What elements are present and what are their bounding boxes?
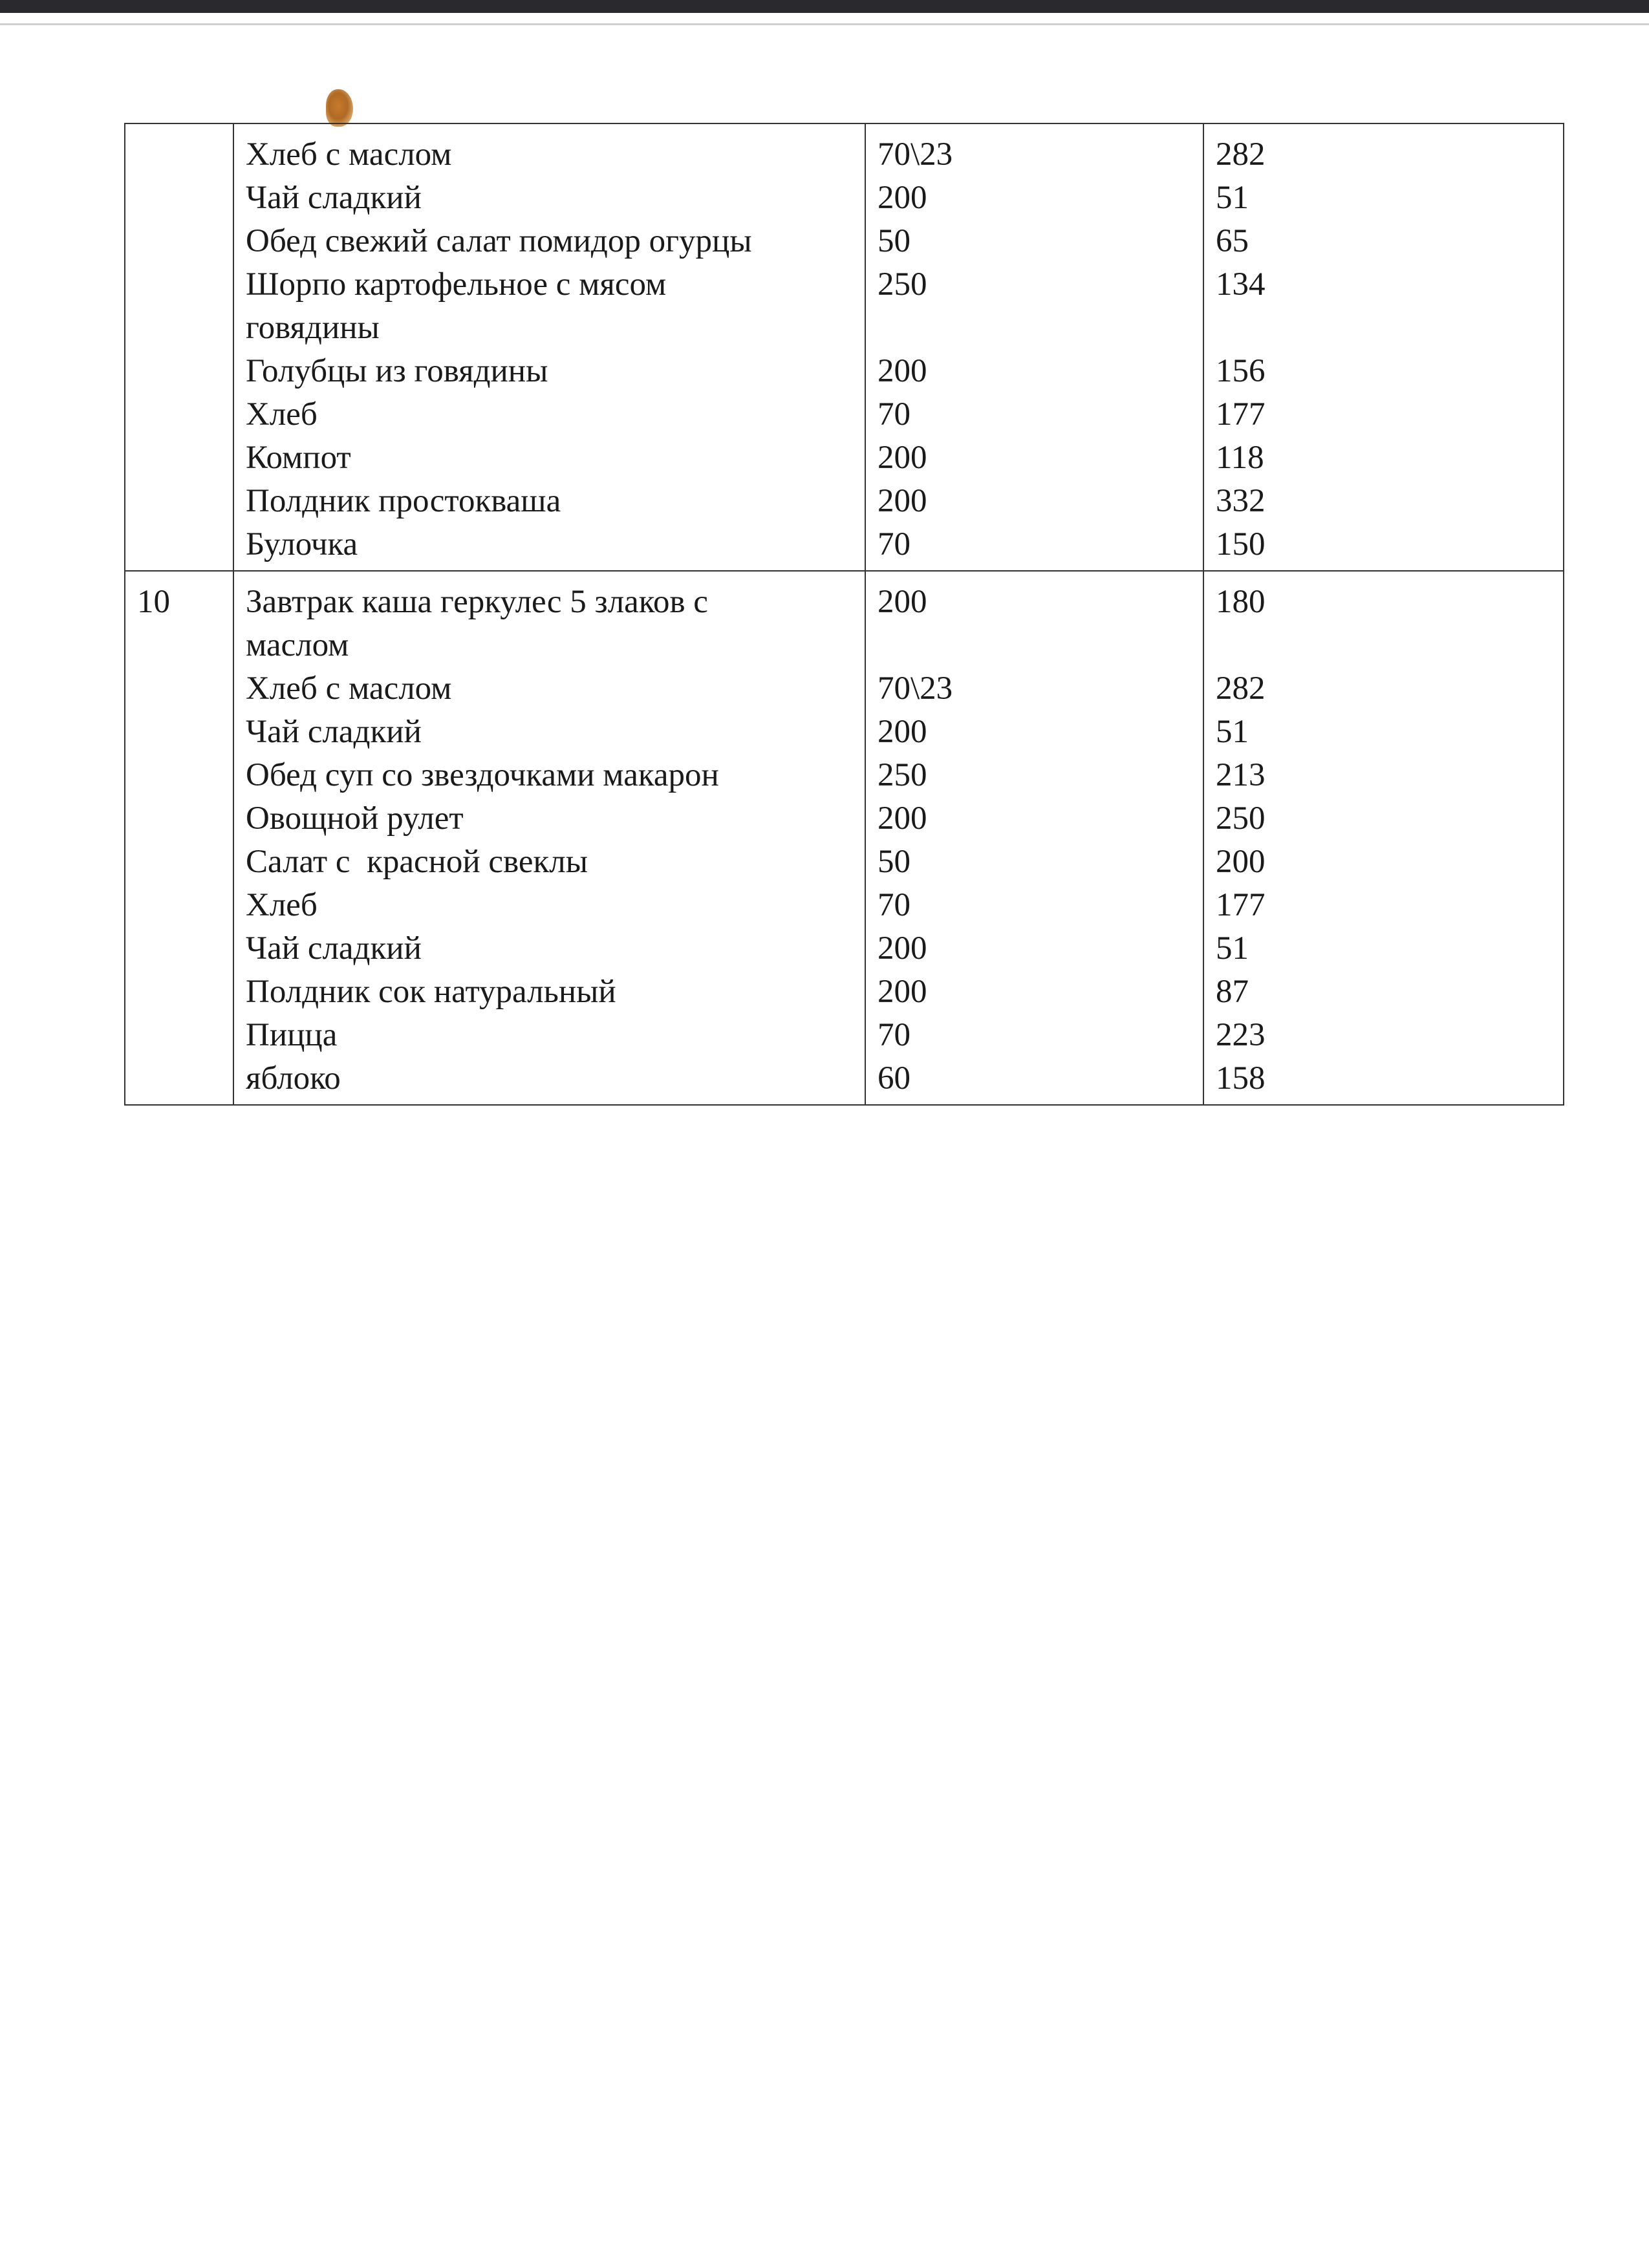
kcal-value: 282 <box>1216 670 1266 707</box>
dish-name: Хлеб с маслом <box>246 670 452 707</box>
weight-value: 70 <box>878 396 911 433</box>
dish-name: говядины <box>246 310 380 346</box>
dish-name: Чай сладкий <box>246 930 422 967</box>
weight-value: 60 <box>878 1060 911 1097</box>
weight-value: 70\23 <box>878 136 953 173</box>
menu-table <box>124 123 1564 1106</box>
weight-value: 70 <box>878 526 911 562</box>
weight-value <box>878 624 1203 667</box>
day-number-cell <box>125 571 233 1105</box>
kcal-value: 200 <box>1216 844 1266 880</box>
dish-name: Обед свежий салат помидор огурцы <box>246 223 752 259</box>
weight-value: 200 <box>878 584 927 620</box>
kcal-cell <box>1203 571 1564 1105</box>
weight-value: 250 <box>878 266 927 303</box>
weight-value: 200 <box>878 714 927 750</box>
dish-name: маслом <box>246 627 349 663</box>
weight-value: 70 <box>878 1017 911 1053</box>
day-number <box>137 133 233 177</box>
paper-stain <box>326 89 353 127</box>
weight-value: 50 <box>878 223 911 259</box>
dish-name: Завтрак каша геркулес 5 злаков с <box>246 584 708 620</box>
dish-name: Полдник сок натуральный <box>246 974 616 1010</box>
dish-name: Пицца <box>246 1017 338 1053</box>
dish-name: Хлеб <box>246 887 318 923</box>
weight-value: 200 <box>878 483 927 519</box>
dish-name: Чай сладкий <box>246 714 422 750</box>
kcal-value: 180 <box>1216 584 1266 620</box>
dish-name: яблоко <box>246 1060 341 1097</box>
dish-name: Голубцы из говядины <box>246 353 548 389</box>
weight-value: 200 <box>878 800 927 837</box>
weight-value: 200 <box>878 440 927 476</box>
day-number-cell <box>125 123 233 571</box>
kcal-value: 213 <box>1216 757 1266 793</box>
table-row <box>125 571 1564 1105</box>
kcal-value: 65 <box>1216 223 1249 259</box>
dish-name: Шорпо картофельное с мясом <box>246 266 667 303</box>
dish-name: Компот <box>246 440 351 476</box>
menu-table-body <box>125 123 1564 1105</box>
kcal-value: 150 <box>1216 526 1266 562</box>
dish-name: Чай сладкий <box>246 180 422 216</box>
kcal-value: 51 <box>1216 714 1249 750</box>
kcal-value: 223 <box>1216 1017 1266 1053</box>
dish-name: Полдник простокваша <box>246 483 561 519</box>
kcal-value: 177 <box>1216 887 1266 923</box>
kcal-value <box>1216 306 1563 350</box>
weight-value: 50 <box>878 844 911 880</box>
kcal-value: 51 <box>1216 930 1249 967</box>
dish-name: Булочка <box>246 526 358 562</box>
kcal-value: 332 <box>1216 483 1266 519</box>
kcal-cell <box>1203 123 1564 571</box>
dish-cell <box>233 571 865 1105</box>
scan-edge-line <box>0 23 1649 25</box>
scan-edge-top <box>0 0 1649 13</box>
kcal-value: 87 <box>1216 974 1249 1010</box>
dish-name: Салат с красной свеклы <box>246 844 588 880</box>
kcal-value: 177 <box>1216 396 1266 433</box>
kcal-value: 282 <box>1216 136 1266 173</box>
kcal-value: 250 <box>1216 800 1266 837</box>
kcal-value: 156 <box>1216 353 1266 389</box>
weight-value: 200 <box>878 930 927 967</box>
dish-name: Хлеб <box>246 396 318 433</box>
kcal-value: 118 <box>1216 440 1264 476</box>
dish-name: Обед суп со звездочками макарон <box>246 757 719 793</box>
weight-value: 200 <box>878 974 927 1010</box>
weight-value <box>878 306 1203 350</box>
weight-value: 200 <box>878 180 927 216</box>
weight-value: 70\23 <box>878 670 953 707</box>
kcal-value <box>1216 624 1563 667</box>
weight-cell <box>865 571 1203 1105</box>
dish-name: Хлеб с маслом <box>246 136 452 173</box>
weight-value: 250 <box>878 757 927 793</box>
weight-value: 70 <box>878 887 911 923</box>
kcal-value: 51 <box>1216 180 1249 216</box>
dish-cell <box>233 123 865 571</box>
table-row <box>125 123 1564 571</box>
weight-value: 200 <box>878 353 927 389</box>
dish-name: Овощной рулет <box>246 800 464 837</box>
kcal-value: 158 <box>1216 1060 1266 1097</box>
weight-cell <box>865 123 1203 571</box>
day-number: 10 <box>137 584 170 620</box>
kcal-value: 134 <box>1216 266 1266 303</box>
